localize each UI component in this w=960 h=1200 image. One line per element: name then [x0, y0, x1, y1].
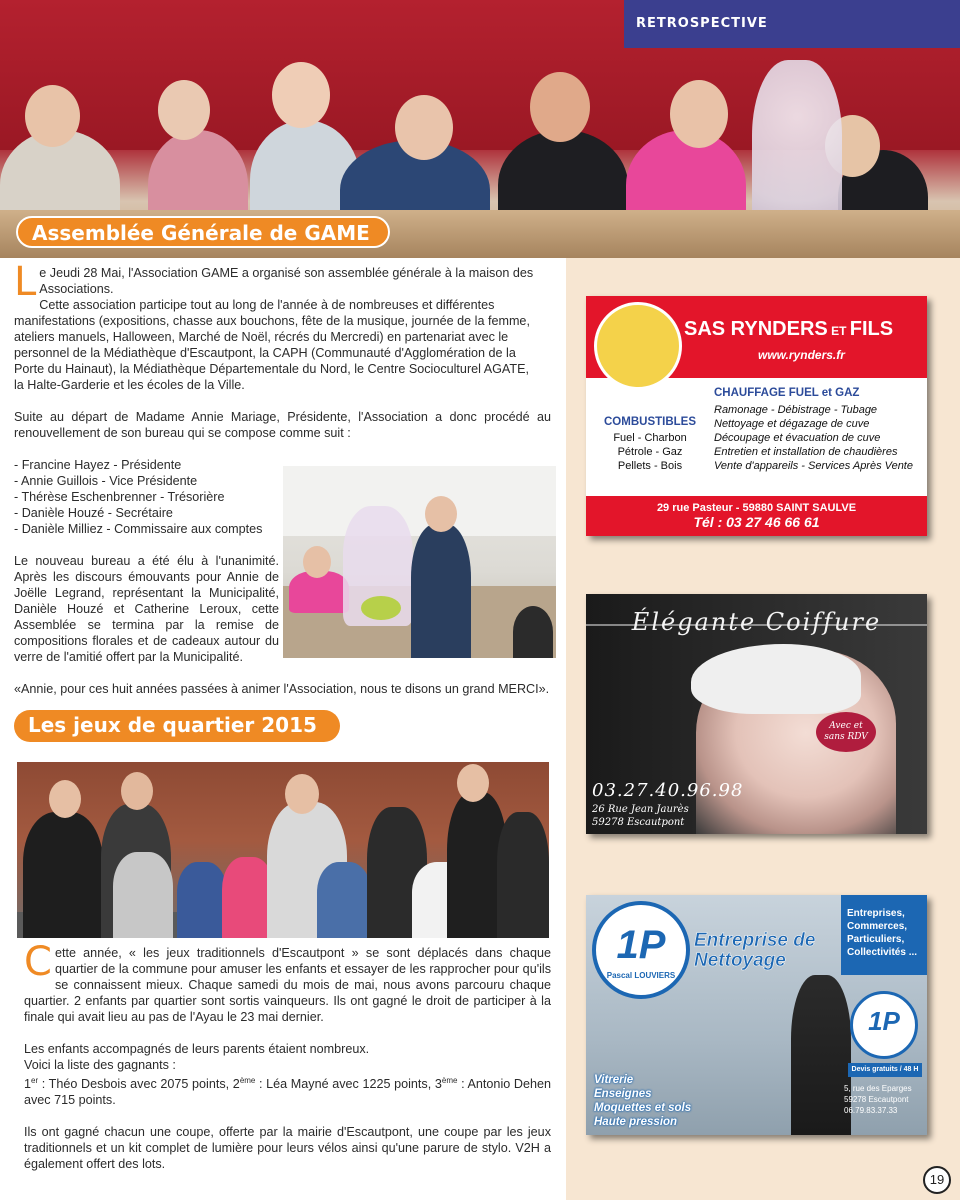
section-tag-label: RETROSPECTIVE: [636, 16, 768, 31]
list-item: Vente d'appareils - Services Après Vente: [714, 460, 913, 472]
list-item: Pellets - Bois: [617, 460, 683, 472]
company-et: ET: [827, 324, 850, 338]
address-line: 59278 Escautpont: [592, 817, 685, 828]
page-number: 19: [923, 1166, 951, 1194]
child-figure: [177, 862, 227, 938]
person-head: [49, 780, 81, 818]
person-figure: [411, 524, 471, 658]
group-photo: [17, 762, 549, 938]
ad-company-name: [684, 318, 893, 341]
ad-address: 29 rue Pasteur - 59880 SAINT SAULVE: [656, 502, 857, 514]
text-line: personnel de la Médiathèque d'Escautpont, la CAPH (Communauté d'Agglomération de la: [14, 346, 516, 360]
text-line: Cette association participe tout au long de l'année à de nombreuses et différentes: [39, 298, 495, 312]
child-figure: [113, 852, 173, 938]
article2-para1: [24, 939, 551, 1025]
article2-body: [24, 939, 551, 1188]
assembly-photo: [283, 466, 556, 658]
title-line: Entreprise de: [694, 930, 816, 951]
logo-text: 1P: [616, 923, 666, 967]
winners-line: [24, 1073, 551, 1108]
list-item: Ramonage - Débistrage - Tubage: [714, 404, 878, 416]
list-item: Entreprises,: [847, 908, 905, 919]
article1-para1: [14, 259, 551, 393]
child-figure: [317, 862, 371, 938]
list-item: Vitrerie: [594, 1074, 634, 1086]
ad-rynders: [586, 296, 927, 536]
model-hair: [691, 644, 861, 714]
list-item: Particuliers,: [847, 934, 905, 945]
article1-quote: «Annie, pour ces huit années passées à animer l'Association, nous te disons un grand MERCI».: [14, 682, 550, 696]
person-head: [25, 85, 80, 147]
winner-text: : Théo Desbois avec 2075 points,: [38, 1077, 233, 1092]
ad-services-list: [594, 1073, 691, 1129]
section-tag: [624, 0, 960, 48]
list-item: Pétrole - Gaz: [617, 446, 683, 458]
list-item: - Danièle Houzé - Secrétaire: [14, 506, 173, 520]
text-line: manifestations (expositions, chasse aux bouchons, fête de la musique, journée de la femme,: [14, 314, 530, 328]
address-line: 5, rue des Eparges: [844, 1084, 912, 1093]
article1-para2: Suite au départ de Madame Annie Mariage, Présidente, l'Association a donc procédé au renouvellement de son bureau qui se compose comme suit :: [14, 410, 551, 440]
text-line: Porte du Hainaut), la Médiathèque Départementale du Nord, le Centre Socioculturel AGATE,: [14, 362, 529, 376]
title-line: Nettoyage: [694, 950, 786, 971]
address-line: 06.79.83.37.33: [844, 1106, 898, 1115]
ad-title: [694, 931, 815, 971]
chair: [513, 606, 553, 658]
rank-number: 3: [434, 1077, 442, 1092]
ad-address: [844, 1083, 912, 1116]
ad-address: [592, 803, 689, 829]
rank-number: 1: [24, 1077, 32, 1092]
text-line: ateliers manuels, Halloween, Marché de Noël, récrés du Mercredi) en partenariat avec le: [14, 330, 509, 344]
article1-title: Assemblée Générale de GAME: [16, 216, 390, 248]
winner-text: : Antonio Dehen avec 715 points.: [24, 1077, 551, 1108]
rank-suffix: ème: [441, 1076, 458, 1085]
company-main: SAS RYNDERS: [684, 318, 828, 340]
article2-para2: [24, 1041, 551, 1108]
ad-nettoyage: [586, 895, 927, 1135]
list-item: Découpage et évacuation de cuve: [714, 432, 881, 444]
person-head: [121, 772, 153, 810]
ad-chauffage-heading: CHAUFFAGE FUEL et GAZ: [714, 387, 860, 399]
person-head: [303, 546, 331, 578]
list-item: Commerces,: [847, 921, 908, 932]
ad-url: www.rynders.fr: [758, 348, 845, 362]
photo-wall: [283, 466, 556, 536]
rank-number: 2: [232, 1077, 240, 1092]
dropcap-l: L: [14, 259, 37, 305]
company-fils: FILS: [849, 318, 894, 340]
article2-para1-text: ette année, « les jeux traditionnels d'Escautpont » se sont déplacés dans chaque quartier de la commune pour amuser les enfants et essayer de les rapprocher pour qu'ils se connaissent mieux. Chaque samedi du mois de mai, nous avons parcouru chaque quartier. 2 enfants par quartier sont sortis vainqueurs. Ils ont gagné le droit de participer à la finale qui avait lieu au pas de l'Ayau le 23 mai dernier.: [24, 946, 551, 1024]
person-figure: [497, 812, 549, 938]
list-item: Entretien et installation de chaudières: [714, 446, 898, 458]
list-item: Moquettes et sols: [594, 1102, 692, 1114]
article1-para3: Le nouveau bureau a été élu à l'unanimité. Après les discours émouvants pour Annie de Joëlle Legrand, représentant la Municipalité, Danièle Houzé et Catherine Leroux, cette Assemblée se termina par la remise de compositions florales et de cadeaux autour du verre de l'amitié offert par la Municipalité.: [14, 554, 279, 664]
person-head: [285, 774, 319, 814]
company-logo-small-icon: 1P: [850, 991, 918, 1059]
bureau-list: [14, 457, 279, 537]
person-head: [395, 95, 453, 160]
list-item: Enseignes: [594, 1088, 652, 1100]
ad-clients-box: [841, 895, 927, 975]
ad-combustibles-heading: COMBUSTIBLES: [604, 416, 696, 428]
company-logo-icon: [592, 901, 690, 999]
list-item: - Annie Guillois - Vice Présidente: [14, 474, 198, 488]
ad-phone: Tél : 03 27 46 66 61: [693, 514, 820, 530]
person-head: [425, 496, 457, 532]
person-head: [457, 764, 489, 802]
rank-suffix: er: [31, 1076, 39, 1085]
list-item: Fuel - Charbon: [613, 432, 687, 444]
text-line: e Jeudi 28 Mai, l'Association GAME a organisé son assemblée générale à la maison des: [39, 266, 534, 280]
logo-name: Pascal LOUVIERS: [606, 971, 676, 980]
address-line: 59278 Escautpont: [844, 1095, 909, 1104]
text-line: Les enfants accompagnés de leurs parents étaient nombreux.: [24, 1042, 370, 1056]
list-item: - Thérèse Eschenbrenner - Trésorière: [14, 490, 225, 504]
ad-coiffure: [586, 594, 927, 834]
text-line: Associations.: [39, 282, 114, 296]
person-head: [158, 80, 210, 140]
rdv-line: sans RDV: [824, 732, 868, 742]
list-item: Collectivités ...: [847, 947, 918, 958]
ad-devis: Devis gratuits / 48 H: [848, 1063, 922, 1077]
worker-figure: [791, 975, 851, 1135]
list-item: Haute pression: [594, 1116, 678, 1128]
ad-phone: 03.27.40.96.98: [592, 780, 744, 801]
list-item: Nettoyage et dégazage de cuve: [714, 418, 870, 430]
winner-text: : Léa Mayné avec 1225 points,: [255, 1077, 435, 1092]
ad-title: Élégante Coiffure: [631, 608, 882, 636]
dropcap-c: C: [24, 939, 52, 985]
person-head: [530, 72, 590, 142]
list-item: - Francine Hayez - Présidente: [14, 458, 182, 472]
ad-services-list: [714, 403, 913, 473]
list-item: - Danièle Milliez - Commissaire aux comptes: [14, 522, 263, 536]
text-line: Voici la liste des gagnants :: [24, 1058, 176, 1072]
ad-bottom-band: [586, 496, 927, 536]
person-head: [272, 62, 330, 128]
article2-para3: Ils ont gagné chacun une coupe, offerte par la mairie d'Escautpont, une coupe par les jeux traditionnels et un kit complet de lumière pour leurs vélos ainsi qu'une parure de stylo. V2H a également offert des lots.: [24, 1125, 551, 1172]
ad-fuels-list: [594, 431, 706, 473]
rdv-badge: [816, 712, 876, 752]
person-head: [670, 80, 728, 148]
person-figure: [23, 812, 103, 938]
article1-body: [14, 259, 551, 457]
mascot-logo-icon: [594, 302, 682, 390]
rank-suffix: ème: [239, 1076, 256, 1085]
text-line: la Halte-Garderie et les écoles de la Ville.: [14, 378, 245, 392]
article2-title: Les jeux de quartier 2015: [14, 710, 340, 742]
rdv-line: Avec et: [829, 721, 863, 731]
gift-pot: [361, 596, 401, 620]
address-line: 26 Rue Jean Jaurès: [592, 804, 689, 815]
